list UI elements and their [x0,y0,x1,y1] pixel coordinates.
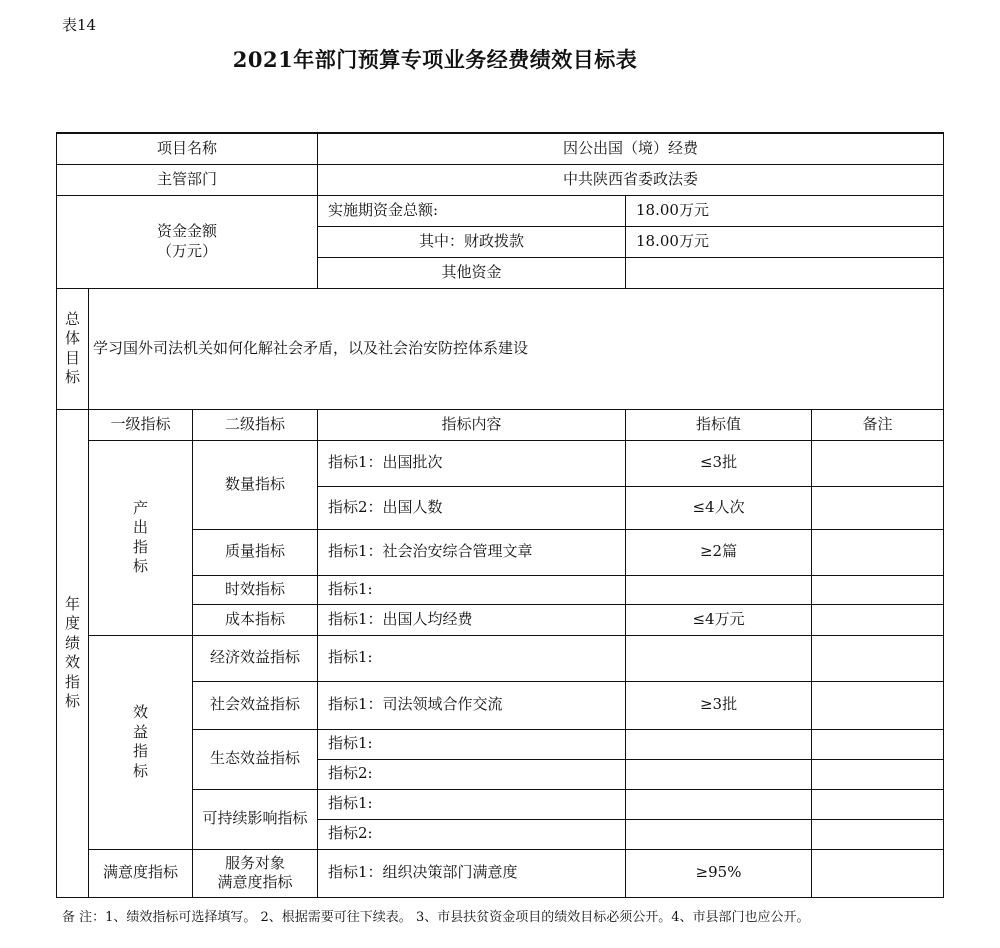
header-content: 指标内容 [318,409,626,440]
indicator-content: 指标1: [318,575,626,604]
ecological-benefit-label: 生态效益指标 [193,729,318,789]
page-title: 2021年部门预算专项业务经费绩效目标表 [232,47,638,72]
funds-other-label: 其他资金 [318,257,626,288]
indicator-value [626,789,812,819]
indicator-value: ≤4人次 [626,486,812,529]
indicator-note [812,849,944,897]
indicator-content: 指标2: [318,819,626,849]
indicator-content: 指标2：出国人数 [318,486,626,529]
indicator-value [626,729,812,759]
funds-label-line2: （万元） [157,241,218,260]
indicator-content: 指标1：出国批次 [318,440,626,486]
economic-benefit-label: 经济效益指标 [193,635,318,681]
overall-goal-label: 总 体 目 标 [57,288,89,409]
table-row [57,635,944,681]
indicator-note [812,759,944,789]
header-value: 指标值 [626,409,812,440]
indicator-value: ≥95% [626,849,812,897]
indicator-header-row [57,409,944,440]
funds-label [57,195,318,288]
indicator-note [812,440,944,486]
indicator-content: 指标1: [318,789,626,819]
funds-fiscal-value: 18.00万元 [626,226,944,257]
indicator-content: 指标1：社会治安综合管理文章 [318,529,626,575]
funds-other-value [626,257,944,288]
funds-total-row [57,195,944,226]
satisfaction-indicator-label: 满意度指标 [89,849,193,897]
quantity-indicator-label: 数量指标 [193,440,318,529]
header-note: 备注 [812,409,944,440]
indicator-note [812,729,944,759]
funds-fiscal-label: 其中：财政拨款 [318,226,626,257]
indicator-value: ≤4万元 [626,604,812,635]
indicator-value: ≤3批 [626,440,812,486]
indicator-content: 指标1：司法领域合作交流 [318,681,626,729]
indicator-content: 指标1: [318,729,626,759]
sustainable-impact-label: 可持续影响指标 [193,789,318,849]
quality-indicator-label: 质量指标 [193,529,318,575]
benefit-indicator-label: 效 益 指 标 [89,635,193,849]
overall-goal-row [57,288,944,409]
table-row [57,849,944,897]
funds-total-label: 实施期资金总额: [318,195,626,226]
cost-indicator-label: 成本指标 [193,604,318,635]
header-level2: 二级指标 [193,409,318,440]
funds-label-line1: 资金金额 [157,222,218,240]
project-name-label: 项目名称 [57,133,318,164]
indicator-note [812,604,944,635]
table-row [57,440,944,486]
indicator-note [812,681,944,729]
project-name-row [57,133,944,164]
indicator-value: ≥3批 [626,681,812,729]
indicator-note [812,789,944,819]
satisfaction-sub-label: 服务对象 满意度指标 [193,849,318,897]
header-level1: 一级指标 [89,409,193,440]
indicator-content: 指标1: [318,635,626,681]
indicator-note [812,486,944,529]
department-row [57,164,944,195]
indicator-value [626,759,812,789]
overall-goal-text: 学习国外司法机关如何化解社会矛盾，以及社会治安防控体系建设 [89,288,944,409]
indicator-value: ≥2篇 [626,529,812,575]
social-benefit-label: 社会效益指标 [193,681,318,729]
indicator-value [626,819,812,849]
department-label: 主管部门 [57,164,318,195]
indicator-note [812,635,944,681]
timeliness-indicator-label: 时效指标 [193,575,318,604]
indicator-content: 指标1：组织决策部门满意度 [318,849,626,897]
indicator-value [626,635,812,681]
project-name-value: 因公出国（境）经费 [318,133,944,164]
output-indicator-label: 产 出 指 标 [89,440,193,635]
performance-target-table [56,132,944,898]
indicator-note [812,529,944,575]
annual-indicator-label: 年 度 绩 效 指 标 [57,409,89,897]
indicator-value [626,575,812,604]
table-number: 表14 [62,16,97,34]
indicator-content: 指标2: [318,759,626,789]
indicator-content: 指标1：出国人均经费 [318,604,626,635]
indicator-note [812,575,944,604]
department-value: 中共陕西省委政法委 [318,164,944,195]
indicator-note [812,819,944,849]
funds-total-value: 18.00万元 [626,195,944,226]
footnote: 备 注：1、绩效指标可选择填写。 2、根据需要可往下续表。 3、市县扶贫资金项目的绩效目标必须公开。4、市县部门也应公开。 [62,910,810,925]
